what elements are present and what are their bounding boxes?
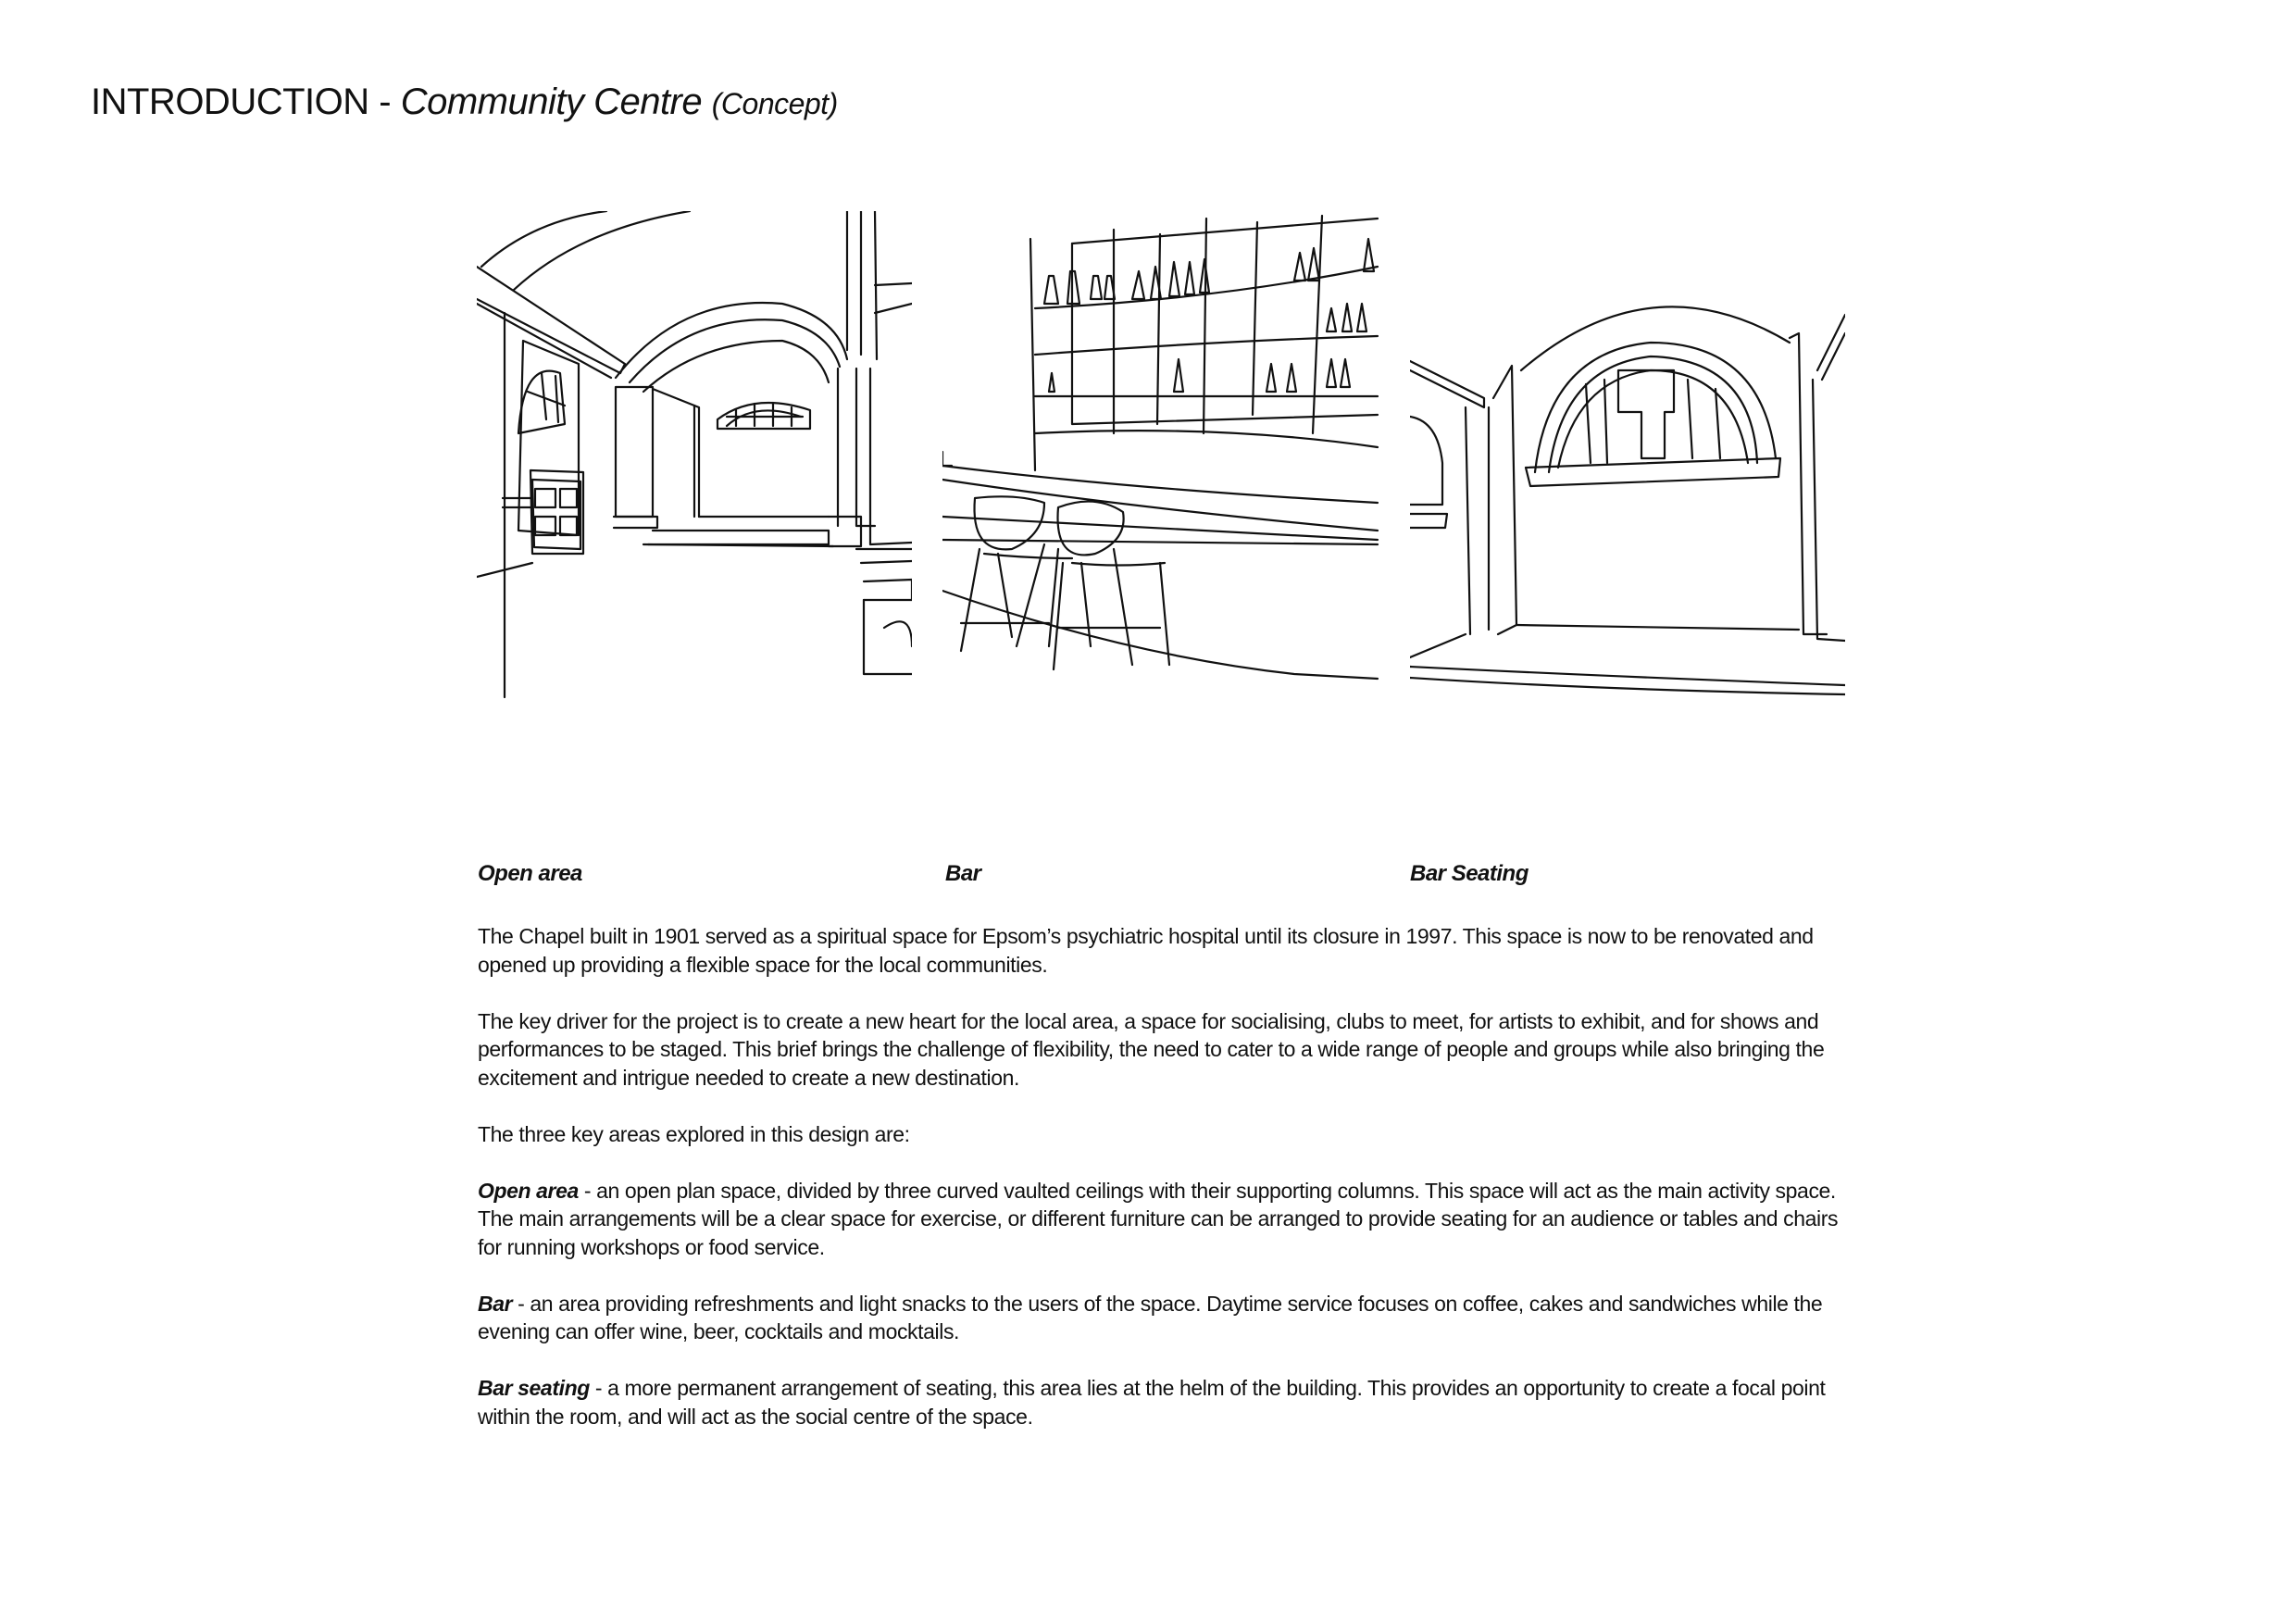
title-suffix: (Concept) [711,87,838,120]
bar-seating-sketch [1410,278,1845,713]
caption-bar: Bar [945,861,981,886]
lead-in-paragraph: The three key areas explored in this design are: [478,1121,910,1146]
intro-paragraph: The Chapel built in 1901 served as a spiritual space for Epsom’s psychiatric hospital until its closure in 1997. This space is now to be renovated and opened up providing a flexible space for the local communities. [478,924,1814,977]
page-title [91,81,838,123]
area-term: Bar [478,1291,513,1316]
area-term: Open area [478,1178,579,1203]
area-paragraph-bar-seating [478,1374,1848,1430]
bar-sketch [942,211,1379,887]
area-desc: - an area providing refreshments and light snacks to the users of the space. Daytime service focuses on coffee, cakes and sandwiches while the evening can offer wine, beer, cocktails and mocktails. [478,1291,1823,1343]
area-paragraph-open-area [478,1177,1848,1262]
arched-window-seating-sketch-icon [1410,278,1845,713]
caption-open-area: Open area [478,861,582,886]
caption-bar-seating: Bar Seating [1410,861,1529,886]
title-prefix: INTRODUCTION - [91,81,401,122]
area-desc: - a more permanent arrangement of seating, this area lies at the helm of the building. This provides an opportunity to create a focal point within the room, and will act as the social centre of the space. [478,1376,1826,1429]
bar-shelving-sketch-icon [942,211,1379,887]
driver-paragraph: The key driver for the project is to create a new heart for the local area, a space for socialising, clubs to meet, for artists to exhibit, and for shows and performances to be staged. This brief brings the challenge of flexibility, the need to cater to a wide range of people and groups while also bringing the excitement and intrigue needed to create a new destination. [478,1008,1825,1090]
body-text [478,922,1848,1459]
area-desc: - an open plan space, divided by three curved vaulted ceilings with their supporting columns. This space will act as the main activity space. The main arrangements will be a clear space for exercise, or different furniture can be arranged to provide seating for an audience or tables and chairs for running workshops or food service. [478,1178,1839,1259]
area-paragraph-bar [478,1290,1848,1346]
title-main: Community Centre [400,81,703,122]
area-term: Bar seating [478,1376,590,1400]
open-area-sketch [477,211,912,887]
chapel-interior-sketch-icon [477,211,912,887]
